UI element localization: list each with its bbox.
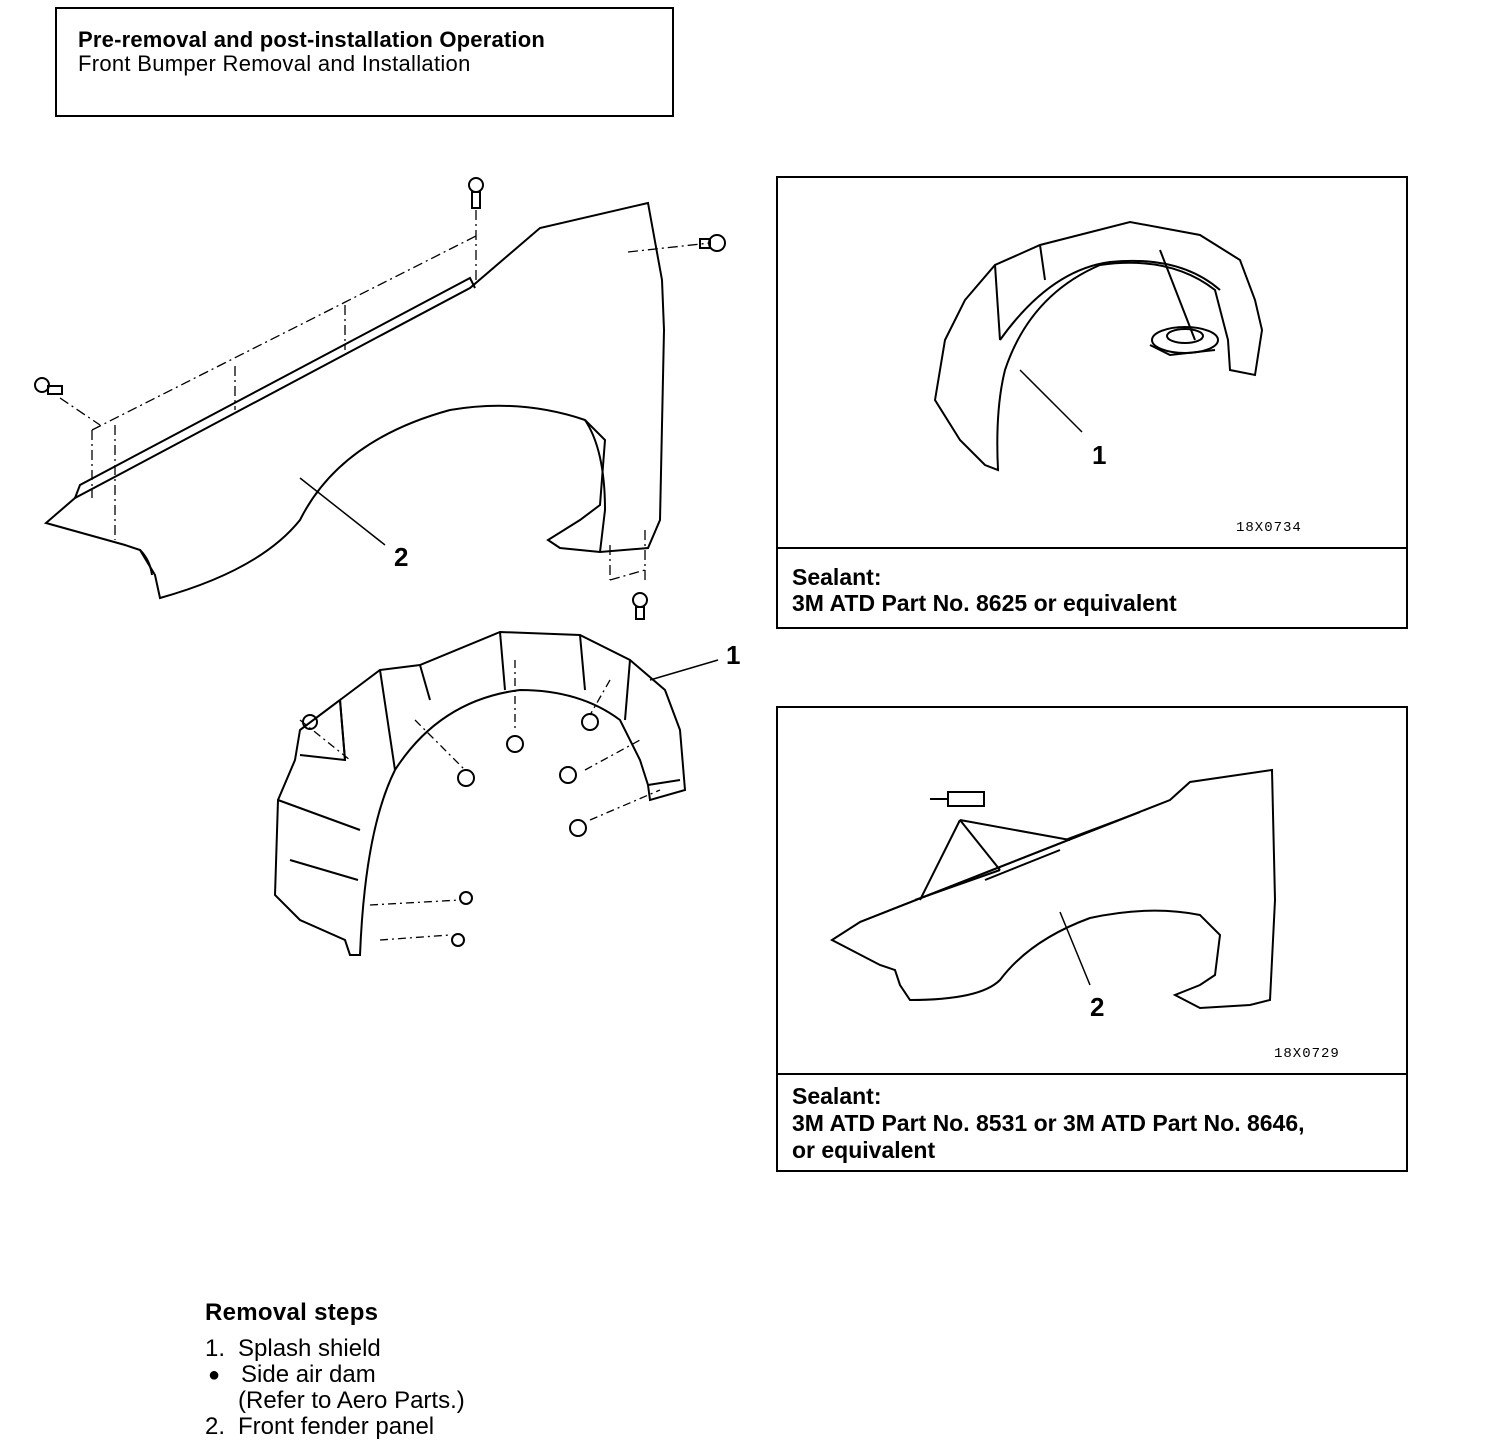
callout-1: 1 — [726, 640, 741, 670]
step-item — [205, 1388, 465, 1414]
operation-title: Pre-removal and post-installation Operation — [78, 27, 546, 52]
removal-steps — [205, 1300, 465, 1440]
panel-2-figure-code: 18X0729 — [1274, 1046, 1340, 1062]
splash-shield — [275, 632, 685, 955]
step-item — [205, 1336, 465, 1362]
step-text: Side air dam — [241, 1361, 376, 1388]
removal-steps-title: Removal steps — [205, 1299, 379, 1326]
panel-2-sealant-label: Sealant: — [792, 1083, 882, 1109]
panel-2-sealant-line1: 3M ATD Part No. 8531 or 3M ATD Part No. 8646, — [792, 1110, 1305, 1136]
step-marker: 2. — [205, 1413, 226, 1440]
panel-2-sealant-line2: or equivalent — [792, 1137, 936, 1163]
sealant-panel-2 — [776, 706, 1408, 1172]
step-marker — [205, 1388, 238, 1414]
step-item — [205, 1414, 465, 1440]
step-text: (Refer to Aero Parts.) — [238, 1387, 465, 1414]
panel-2-divider — [778, 1073, 1406, 1075]
operation-subtitle: Front Bumper Removal and Installation — [78, 51, 471, 76]
panel-1-sealant-label: Sealant: — [792, 564, 882, 590]
panel-2-callout: 2 — [1090, 992, 1105, 1022]
step-item — [205, 1362, 465, 1388]
step-text: Splash shield — [238, 1335, 381, 1362]
callout-2: 2 — [394, 542, 409, 572]
fender-panel — [46, 203, 664, 598]
panel-1-figure-code: 18X0734 — [1236, 520, 1302, 536]
panel-1-callout: 1 — [1092, 440, 1107, 470]
step-marker: 1. — [205, 1335, 226, 1362]
panel-1-sealant-text: 3M ATD Part No. 8625 or equivalent — [792, 590, 1177, 616]
step-bullet: ● — [208, 1364, 221, 1386]
panel-1-divider — [778, 547, 1406, 549]
step-text: Front fender panel — [238, 1413, 435, 1440]
sealant-panel-1 — [776, 176, 1408, 629]
